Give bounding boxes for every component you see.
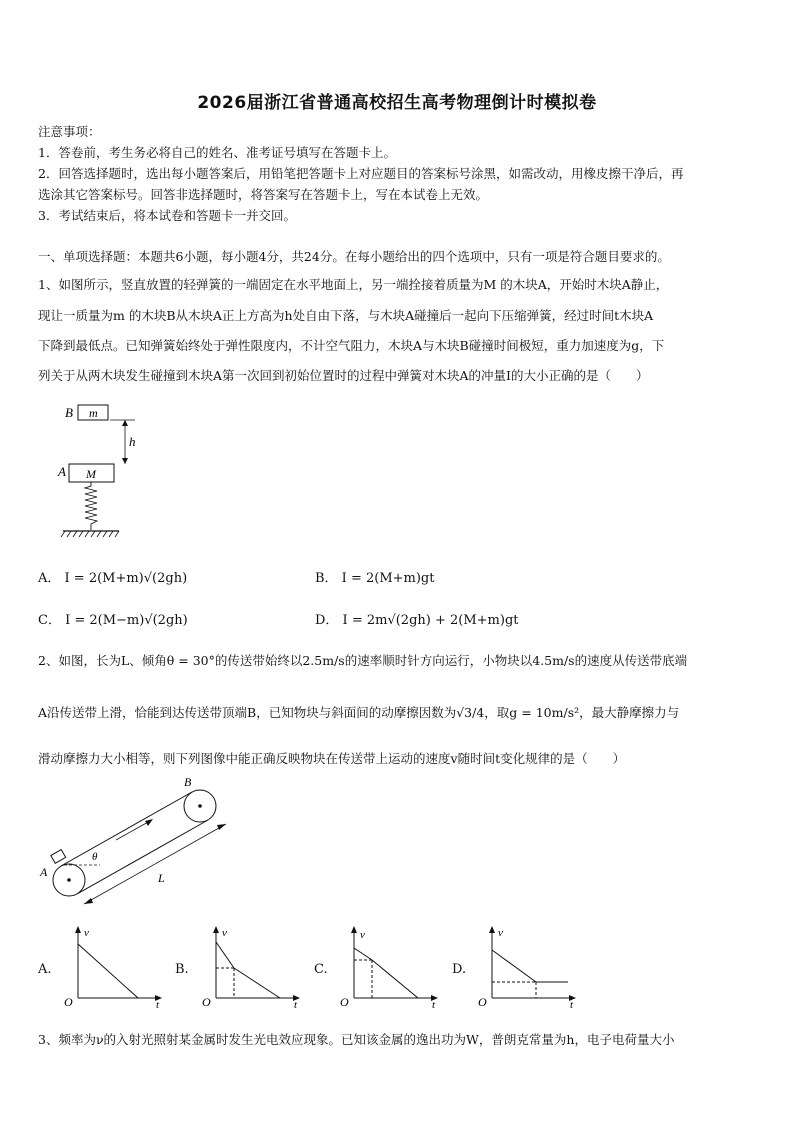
q2-option-d-label[interactable]: D.	[452, 962, 467, 977]
small-block	[51, 850, 66, 864]
q2-line-3: 滑动摩擦力大小相等，则下列图像中能正确反映物块在传送带上运动的速度v随时间t变化规律的是（ ）	[38, 751, 626, 766]
notice-item-1: 1．答卷前，考生务必将自己的姓名、准考证号填写在答题卡上。	[38, 145, 396, 160]
notice-heading: 注意事项：	[38, 124, 101, 139]
label-mass-m: m	[89, 406, 98, 420]
origin-o: O	[340, 995, 349, 1008]
axis-v: v	[222, 927, 227, 939]
graph-a[interactable]	[58, 922, 168, 1008]
velocity-line	[78, 944, 138, 998]
notice-item-2: 2．回答选择题时，选出每小题答案后，用铅笔把答题卡上对应题目的答案标号涂黑，如需改动，用橡皮擦干净后，再	[38, 166, 684, 181]
axis-v: v	[360, 929, 365, 941]
axis-v: v	[84, 927, 89, 939]
notice-item-3: 3．考试结束后，将本试卷和答题卡一并交回。	[38, 208, 296, 223]
label-mass-M: M	[86, 467, 96, 481]
q2-option-b-label[interactable]: B.	[175, 962, 189, 977]
axis-t: t	[294, 999, 298, 1008]
origin-o: O	[478, 995, 487, 1008]
q1-option-d[interactable]: D． I = 2m√(2gh) + 2(M+m)gt	[315, 613, 519, 628]
q1-option-c[interactable]: C． I = 2(M−m)√(2gh)	[38, 613, 188, 628]
label-bottom-a: A	[40, 865, 48, 879]
axis-t: t	[156, 999, 160, 1008]
q1-option-a[interactable]: A． I = 2(M+m)√(2gh)	[38, 571, 188, 586]
motion-arrow	[116, 821, 150, 840]
q2-line-1: 2、如图，长为L、倾角θ = 30°的传送带始终以2.5m/s的速率顺时针方向运行，小物块以4.5m/s的速度从传送带底端	[38, 653, 688, 668]
label-length-l: L	[158, 871, 165, 885]
q1-line-3: 下降到最低点。已知弹簧始终处于弹性限度内，不计空气阻力，木块A与木块B碰撞时间极短，重力加速度为g，下	[38, 338, 665, 353]
q3-line-1: 3、频率为ν的入射光照射某金属时发生光电效应现象。已知该金属的逸出功为W，普朗克常量为h，电子电荷量大小	[38, 1032, 675, 1047]
spring-block-figure	[55, 398, 175, 540]
label-theta: θ	[92, 851, 98, 863]
section-heading: 一、单项选择题：本题共6小题，每小题4分，共24分。在每小题给出的四个选项中，只有一项是符合题目要求的。	[38, 249, 670, 264]
conveyor-figure	[38, 772, 238, 912]
belt-top	[61, 792, 192, 866]
label-block-b: B	[65, 405, 73, 420]
axis-t: t	[570, 999, 574, 1008]
q1-line-1: 1、如图所示，竖直放置的轻弹簧的一端固定在水平地面上，另一端拴接着质量为M 的木块A，开始时木块A静止，	[38, 277, 669, 292]
length-arrow	[84, 824, 226, 904]
axis-v: v	[498, 927, 503, 939]
label-block-a: A	[58, 464, 66, 479]
spring	[85, 482, 97, 530]
q1-line-4: 列关于从两木块发生碰撞到木块A第一次回到初始位置时的过程中弹簧对木块A的冲量I的大小正确的是（ ）	[38, 368, 649, 383]
graph-c[interactable]	[334, 922, 444, 1008]
q2-option-a-label[interactable]: A.	[38, 962, 52, 977]
label-height-h: h	[129, 434, 136, 449]
page-title: 2026届浙江省普通高校招生高考物理倒计时模拟卷	[197, 93, 597, 113]
q1-line-2: 现让一质量为m 的木块B从木块A正上方高为h处自由下落，与木块A碰撞后一起向下压缩弹簧，经过时间t木块A	[38, 308, 654, 323]
origin-o: O	[202, 995, 211, 1008]
label-top-b: B	[184, 775, 192, 789]
axis-t: t	[432, 999, 436, 1008]
origin-o: O	[64, 995, 73, 1008]
q2-option-c-label[interactable]: C.	[314, 962, 328, 977]
q1-option-b[interactable]: B． I = 2(M+m)gt	[315, 571, 435, 586]
q2-line-2: A沿传送带上滑，恰能到达传送带顶端B，已知物块与斜面间的动摩擦因数为√3/4，取g = 10m/s²，最大静摩擦力与	[38, 705, 680, 720]
graph-d[interactable]	[472, 922, 582, 1008]
notice-item-2-cont: 选涂其它答案标号。回答非选择题时，将答案写在答题卡上，写在本试卷上无效。	[38, 187, 489, 202]
graph-b[interactable]	[196, 922, 306, 1008]
